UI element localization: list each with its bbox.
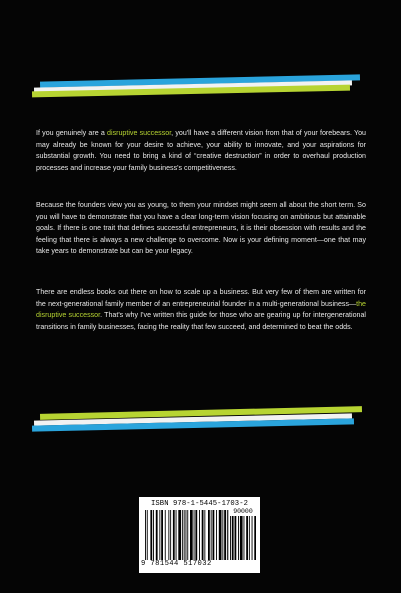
blurb-paragraph-3 <box>36 287 366 333</box>
paragraph-2-text: Because the founders view you as young, to them your mindset might seem all about the short term. So you will have to demonstrate that you have a clear long-term vision focusing on ambitious but attainable goals. If there is one trait that defines successful entrepreneurs, it is their obsession with results and the feeling that there is always a new challenge to overcome. Now is your defining moment—one that may take years to demonstrate but can be your legacy. <box>36 201 366 256</box>
barcode-bar <box>159 510 160 560</box>
barcode-bar <box>238 516 239 560</box>
barcode-bar <box>232 516 234 560</box>
barcode-bar <box>168 510 169 560</box>
barcode-bar <box>165 510 166 560</box>
isbn-barcode <box>139 497 260 573</box>
barcode-bar <box>211 510 212 560</box>
barcode-bar <box>254 516 256 560</box>
barcode-bar <box>178 510 181 560</box>
barcode-bar <box>182 510 183 560</box>
isbn-label: ISBN 978-1-5445-1703-2 <box>150 500 249 508</box>
barcode-bar <box>235 516 237 560</box>
barcode-bar <box>194 510 195 560</box>
paragraph-1-highlight: disruptive successor <box>107 129 172 137</box>
ean-digits: 9 781544 517032 <box>141 560 212 568</box>
barcode-bar <box>219 510 222 560</box>
price-code: 90000 <box>233 508 253 515</box>
paragraph-3-text: There are endless books out there on how to scale up a business. But very few of them are written for the next-generational family member of an entrepreneurial founder in a multi-generational business— <box>36 288 366 308</box>
barcode-bar <box>156 510 158 560</box>
barcode-bar <box>199 510 200 560</box>
barcode-bar <box>170 510 171 560</box>
barcode-bar <box>244 516 245 560</box>
barcode-bar <box>216 510 217 560</box>
barcode-bar <box>187 510 188 560</box>
paragraph-1-text: If you genuinely are a <box>36 129 108 137</box>
ean-bars <box>145 510 229 560</box>
barcode-bar <box>208 510 210 560</box>
paragraph-3-highlight: the disruptive successor <box>36 299 366 320</box>
barcode-bar <box>184 510 185 560</box>
barcode-bar <box>240 516 243 560</box>
barcode-bar <box>249 516 250 560</box>
barcode-bar <box>176 510 177 560</box>
blurb-paragraph-2 <box>36 200 366 258</box>
barcode-bar <box>186 510 187 560</box>
blurb-paragraph-1 <box>36 128 366 174</box>
barcode-bar <box>204 510 205 560</box>
barcode-bar <box>147 510 148 560</box>
barcode-bar <box>246 516 248 560</box>
barcode-bar <box>252 516 253 560</box>
barcode-bar <box>173 510 175 560</box>
barcode-bar <box>213 510 215 560</box>
barcode-bar <box>227 510 228 560</box>
paragraph-1-text-end: , you'll have a different vision from that of your forebears. You may already be known for your desire to achieve, your ability to innovate, and your aspirations for substantial growth. You need to bring a kind of “creative destruction” in order to overhaul production processes and increase your family business's competitiveness. <box>36 129 366 172</box>
barcode-bar <box>230 516 231 560</box>
barcode-bar <box>190 510 193 560</box>
barcode-bar <box>153 510 154 560</box>
barcode-bar <box>195 510 197 560</box>
barcode-bar <box>222 510 223 560</box>
addon-bars <box>230 516 256 560</box>
barcode-bar <box>224 510 226 560</box>
barcode-bar <box>145 510 146 560</box>
paragraph-3-text-end: . That's why I've written this guide for those who are gearing up for intergenerational transitions in family businesses, facing the reality that few succeed, and determined to beat the odds. <box>36 311 366 331</box>
barcode-bar <box>150 510 152 560</box>
barcode-bar <box>202 510 204 560</box>
barcode-bar <box>161 510 163 560</box>
